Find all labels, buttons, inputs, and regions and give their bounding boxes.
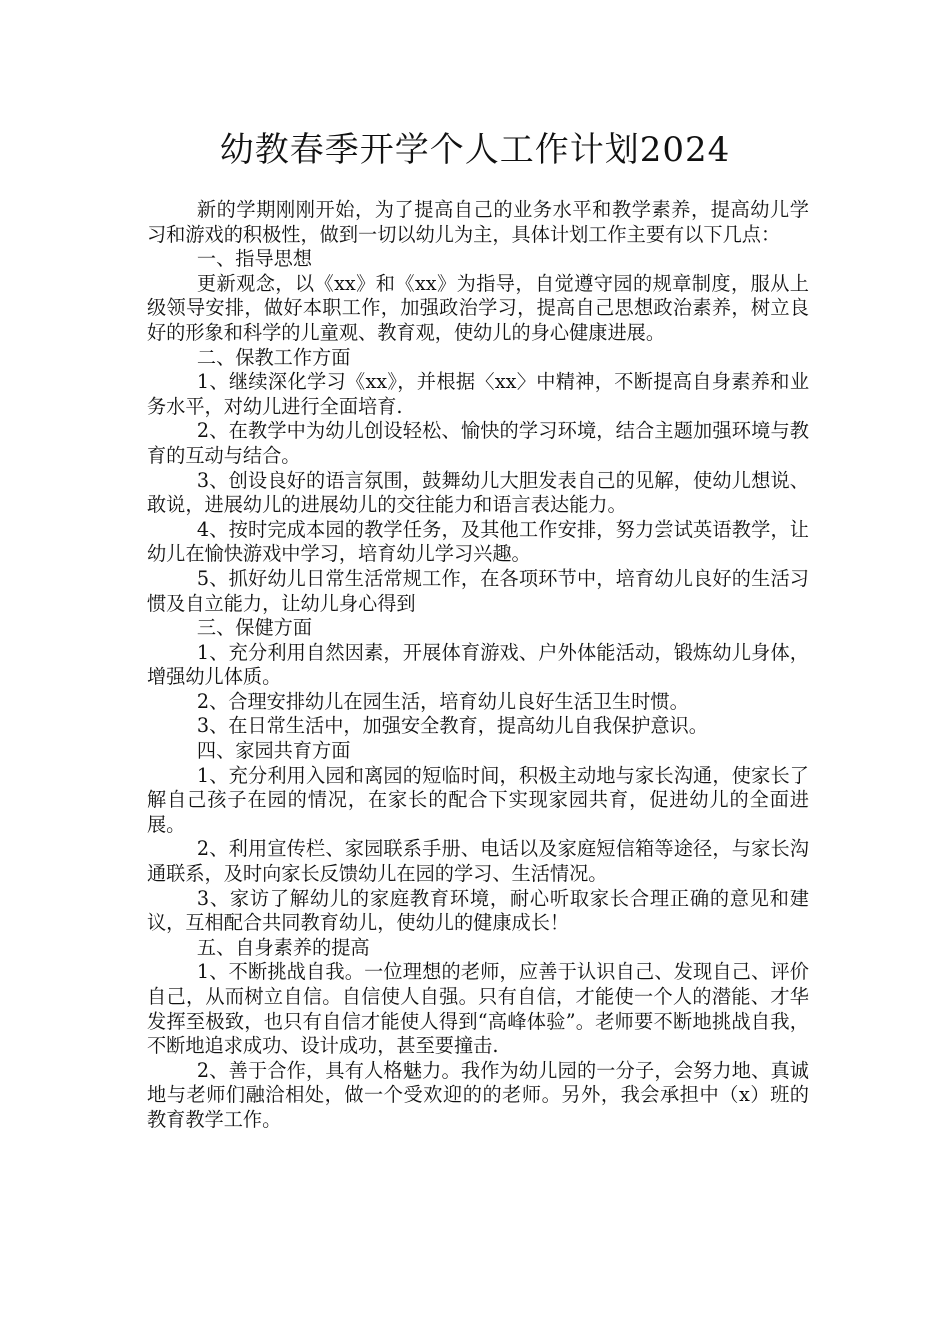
paragraph: 3、在日常生活中，加强安全教育，提高幼儿自我保护意识。 (196, 714, 708, 738)
paragraph: 1、充分利用自然因素，开展体育游戏、户外体能活动，锻炼幼儿身体，增强幼儿体质。 (147, 640, 809, 689)
paragraph: 5、抓好幼儿日常生活常规工作，在各项环节中，培育幼儿良好的生活习惯及自立能力，让幼儿身心得到 (147, 566, 809, 615)
section-heading-4: 四、家园共育方面 (196, 739, 351, 763)
document-body (147, 198, 809, 1133)
paragraph: 3、家访了解幼儿的家庭教育环境，耐心听取家长合理正确的意见和建议，互相配合共同教育幼儿，使幼儿的健康成长！ (147, 886, 809, 935)
section-heading-1: 一、指导思想 (196, 247, 313, 271)
section-heading-3: 三、保健方面 (196, 616, 313, 640)
paragraph: 1、继续深化学习《xx》，并根据〈xx〉中精神，不断提高自身素养和业务水平，对幼儿进行全面培育. (147, 370, 809, 418)
paragraph: 1、充分利用入园和离园的短临时间，积极主动地与家长沟通，使家长了解自己孩子在园的情况，在家长的配合下实现家园共育，促进幼儿的全面进展。 (147, 763, 809, 836)
paragraph-intro: 新的学期刚刚开始，为了提高自己的业务水平和教学素养，提高幼儿学习和游戏的积极性，做到一切以幼儿为主，具体计划工作主要有以下几点： (147, 198, 809, 246)
paragraph: 2、利用宣传栏、家园联系手册、电话以及家庭短信箱等途径，与家长沟通联系，及时向家长反馈幼儿在园的学习、生活情况。 (147, 837, 809, 886)
paragraph: 4、按时完成本园的教学任务，及其他工作安排，努力尝试英语教学，让幼儿在愉快游戏中学习，培育幼儿学习兴趣。 (147, 517, 809, 566)
section-heading-5: 五、自身素养的提高 (196, 935, 370, 959)
paragraph: 3、创设良好的语言氛围，鼓舞幼儿大胆发表自己的见解，使幼儿想说、敢说，进展幼儿的进展幼儿的交往能力和语言表达能力。 (147, 468, 809, 517)
paragraph: 1、不断挑战自我。一位理想的老师，应善于认识自己、发现自己、评价自己，从而树立自信。自信使人自强。只有自信，才能使一个人的潜能、才华发挥至极致，也只有自信才能使人得到“高峰体验”。老师要不断地挑战自我，不断地追求成功、设计成功，甚至要撞击. (147, 960, 809, 1058)
paragraph: 2、善于合作，具有人格魅力。我作为幼儿园的一分子，会努力地、真诚地与老师们融洽相处，做一个受欢迎的的老师。另外，我会承担中（x）班的教育教学工作。 (147, 1058, 809, 1131)
paragraph: 2、合理安排幼儿在园生活，培育幼儿良好生活卫生时惯。 (196, 689, 689, 713)
section-heading-2: 二、保教工作方面 (196, 345, 351, 369)
document-title: 幼教春季开学个人工作计划2024 (219, 130, 731, 170)
paragraph: 2、在教学中为幼儿创设轻松、愉快的学习环境，结合主题加强环境与教育的互动与结合。 (147, 419, 809, 467)
paragraph: 更新观念，以《xx》和《xx》为指导，自觉遵守园的规章制度，服从上级领导安排，做好本职工作，加强政治学习，提高自己思想政治素养，树立良好的形象和科学的儿童观、教育观，使幼儿的身心健康进展。 (147, 271, 809, 344)
